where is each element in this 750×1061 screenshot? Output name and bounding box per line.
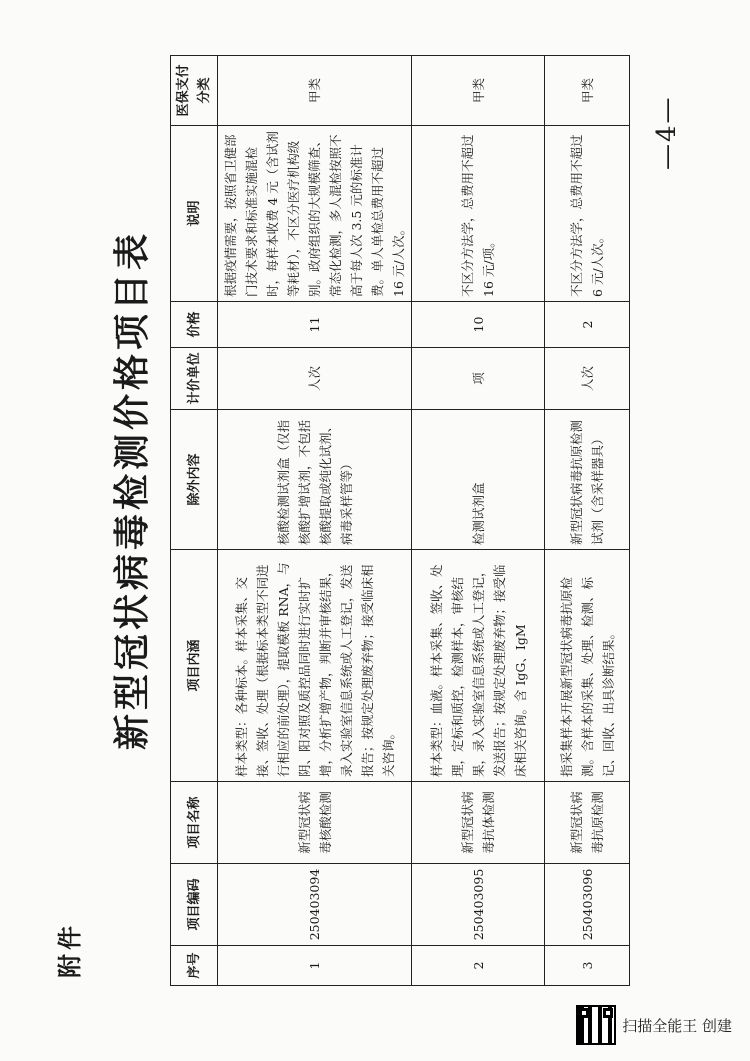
item-name: 新型冠状病毒核酸检测 <box>218 782 412 864</box>
header-cell: 项目内涵 <box>171 550 218 782</box>
item-unit: 人次 <box>545 348 630 410</box>
item-unit: 人次 <box>218 348 412 410</box>
item-note: 根据疫情需要，按照省卫健部门技术要求和标准实施混检时，每样本收费 4 元（含试剂等耗材），不区分医疗机构级别。政府组织的大规模筛查、常态化检测，多人混检按照不高于每人次 3.5 元的标准计费。单人单检总费用不超过 16 元/人次。 <box>218 126 412 302</box>
header-cell: 序号 <box>171 946 218 986</box>
item-insurance: 甲类 <box>545 56 630 126</box>
item-content: 样本类型：血液。样本采集、签收、处理，定标和质控，检测样本，审核结果，录入实验室信息系统或人工登记，发送报告；按规定处理废弃物；接受临床相关咨询。含 IgG、IgM <box>412 550 545 782</box>
header-cell: 说明 <box>171 126 218 302</box>
item-price: 11 <box>218 302 412 348</box>
header-cell: 除外内容 <box>171 410 218 550</box>
header-cell: 项目名称 <box>171 782 218 864</box>
item-unit: 项 <box>412 348 545 410</box>
item-note: 不区分方法学，总费用不超过 6 元/人次。 <box>545 126 630 302</box>
item-price: 2 <box>545 302 630 348</box>
attachment-label: 附件 <box>56 922 84 978</box>
row-number: 3 <box>545 946 630 986</box>
header-cell: 计价单位 <box>171 348 218 410</box>
table-row <box>412 56 545 986</box>
header-cell: 项目编码 <box>171 864 218 946</box>
item-insurance: 甲类 <box>218 56 412 126</box>
item-content: 指采集样本开展新型冠状病毒抗原检测。含样本的采集、处理、检测、标记、回收、出具诊断结果。 <box>545 550 630 782</box>
header-cell: 价格 <box>171 302 218 348</box>
table-header-row <box>171 56 218 986</box>
header-cell: 医保支付分类 <box>171 56 218 126</box>
scanner-watermark <box>576 1005 732 1045</box>
table-row <box>545 56 630 986</box>
qr-code-icon <box>576 1005 616 1045</box>
table-row <box>218 56 412 986</box>
document-title: 新型冠状病毒检测价格项目表 <box>111 230 153 751</box>
item-note: 不区分方法学，总费用不超过 16 元/项。 <box>412 126 545 302</box>
item-name: 新型冠状病毒抗体检测 <box>412 782 545 864</box>
item-insurance: 甲类 <box>412 56 545 126</box>
page-number: —4— <box>652 95 682 170</box>
item-code: 250403096 <box>545 864 630 946</box>
item-excluded: 检测试剂盒 <box>412 410 545 550</box>
item-code: 250403095 <box>412 864 545 946</box>
item-content: 样本类型：各种标本。样本采集、交接、签收、处理（根据标本类型不同进行相应的前处理），提取模板 RNA，与阴、阳对照及质控品同时进行实时扩增，分析扩增产物，判断并审核结果，录入实验室信息系统或人工登记，发送报告；按规定处理废弃物；接受临床相关咨询。 <box>218 550 412 782</box>
item-excluded: 核酸检测试剂盒（仅指核酸扩增试剂，不包括核酸提取或纯化试剂、病毒采样管等） <box>218 410 412 550</box>
item-excluded: 新型冠状病毒抗原检测试剂（含采样器具） <box>545 410 630 550</box>
row-number: 1 <box>218 946 412 986</box>
item-price: 10 <box>412 302 545 348</box>
item-name: 新型冠状病毒抗原检测 <box>545 782 630 864</box>
rotated-document <box>40 0 700 990</box>
price-table <box>170 55 630 986</box>
item-code: 250403094 <box>218 864 412 946</box>
watermark-text: 扫描全能王 创建 <box>622 1016 732 1035</box>
row-number: 2 <box>412 946 545 986</box>
